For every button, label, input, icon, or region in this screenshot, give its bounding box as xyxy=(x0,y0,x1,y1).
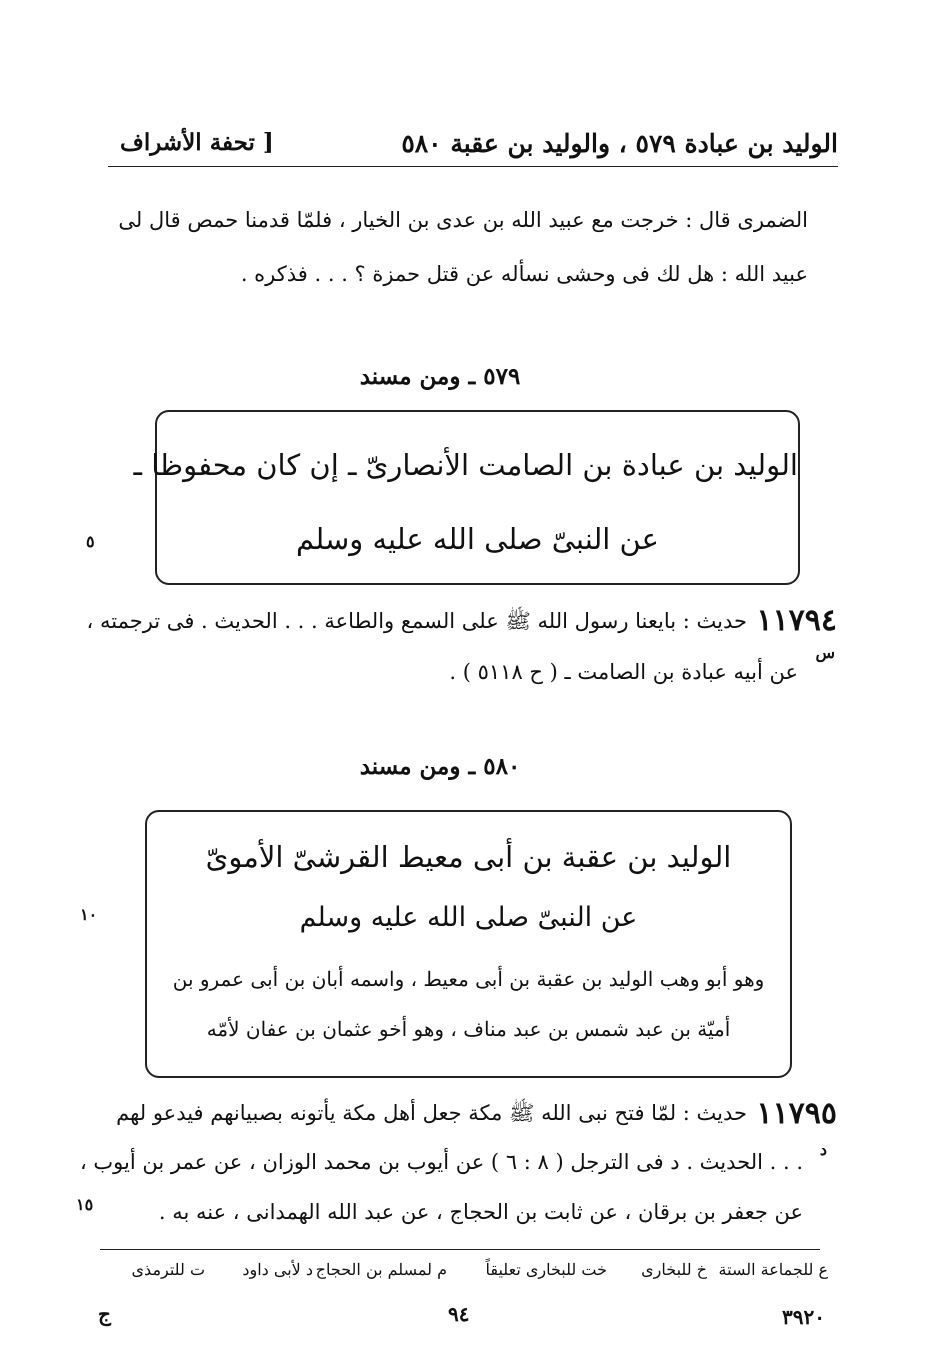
hadith-11795-line-2: . . . الحديث . د فى الترجل ( ٨ : ٦ ) عن أيوب بن محمد الوزان ، عن عمر بن أيوب ، xyxy=(79,1150,803,1174)
section-579-box-line-1: الوليد بن عبادة بن الصامت الأنصارىّ ـ إن كان محفوظا ـ xyxy=(133,448,798,482)
section-580-box-line-1: الوليد بن عقبة بن أبى معيط القرشىّ الأموىّ xyxy=(205,840,732,874)
section-579-box xyxy=(133,410,800,585)
footnote-item-4: م لمسلم بن الحجاج xyxy=(315,1260,447,1279)
hadith-11795-siglum: د xyxy=(819,1140,827,1159)
footnote-item-1: ع للجماعة الستة xyxy=(718,1260,828,1279)
header-title: الوليد بن عبادة ٥٧٩ ، والوليد بن عقبة ٥٨٠ xyxy=(401,129,838,158)
hadith-11795-line-3: عن جعفر بن برقان ، عن ثابت بن الحجاج ، عن عبد الله الهمدانى ، عنه به . xyxy=(158,1200,803,1224)
hadith-11794-line-1: حديث : بايعنا رسول الله ﷺ على السمع والطاعة . . . الحديث . فى ترجمته ، xyxy=(86,609,747,633)
footnote-rule xyxy=(100,1249,820,1250)
section-580-box xyxy=(145,810,792,1078)
section-579-title: ٥٧٩ ـ ومن مسند xyxy=(359,363,521,390)
margin-number-10: ١٠ xyxy=(80,905,98,924)
running-header xyxy=(108,125,838,167)
footnote-item-5: د لأبى داود xyxy=(242,1260,313,1279)
footnote-item-3: خت للبخارى تعليقاً xyxy=(485,1260,607,1279)
footnote-item-2: خ للبخارى xyxy=(641,1260,707,1279)
intro-line-1: الضمرى قال : خرجت مع عبيد الله بن عدى بن الخيار ، فلمّا قدمنا حمص قال لى xyxy=(118,208,808,232)
intro-line-2: عبيد الله : هل لك فى وحشى نسأله عن قتل حمزة ؟ . . . فذكره . xyxy=(240,262,808,286)
footnote-item-6: ت للترمذى xyxy=(131,1260,205,1279)
hadith-11794-line-2: عن أبيه عبادة بن الصامت ـ ( ح ٥١١٨ ) . xyxy=(449,660,798,684)
section-579-box-line-2: عن النبىّ صلى الله عليه وسلم xyxy=(296,522,659,556)
section-580-box-line-2: عن النبىّ صلى الله عليه وسلم xyxy=(299,902,638,933)
margin-number-15: ١٥ xyxy=(76,1195,94,1214)
margin-number-5: ٥ xyxy=(86,532,95,551)
footer-volume-page: ٣٩٢٠ xyxy=(782,1305,825,1329)
hadith-11794-number: ١١٧٩٤ xyxy=(756,603,837,638)
section-580-box-line-3: وهو أبو وهب الوليد بن عقبة بن أبى معيط ، واسمه أبان بن أبى عمرو بن xyxy=(172,967,765,991)
hadith-11794-siglum: س xyxy=(815,643,835,662)
footer-signature: ج xyxy=(98,1302,111,1326)
section-580-box-line-4: أميّة بن عبد شمس بن عبد مناف ، وهو أخو عثمان بن عفان لأمّه xyxy=(206,1017,731,1041)
hadith-11795-number: ١١٧٩٥ xyxy=(756,1096,837,1131)
header-rule xyxy=(108,166,838,167)
header-book-title: [ تحفة الأشراف xyxy=(120,129,274,156)
hadith-11795-line-1: حديث : لمّا فتح نبى الله ﷺ مكة جعل أهل مكة يأتونه بصبيانهم فيدعو لهم xyxy=(116,1101,747,1125)
page-number: ٩٤ xyxy=(448,1302,470,1326)
section-580-title: ٥٨٠ ـ ومن مسند xyxy=(359,753,521,780)
